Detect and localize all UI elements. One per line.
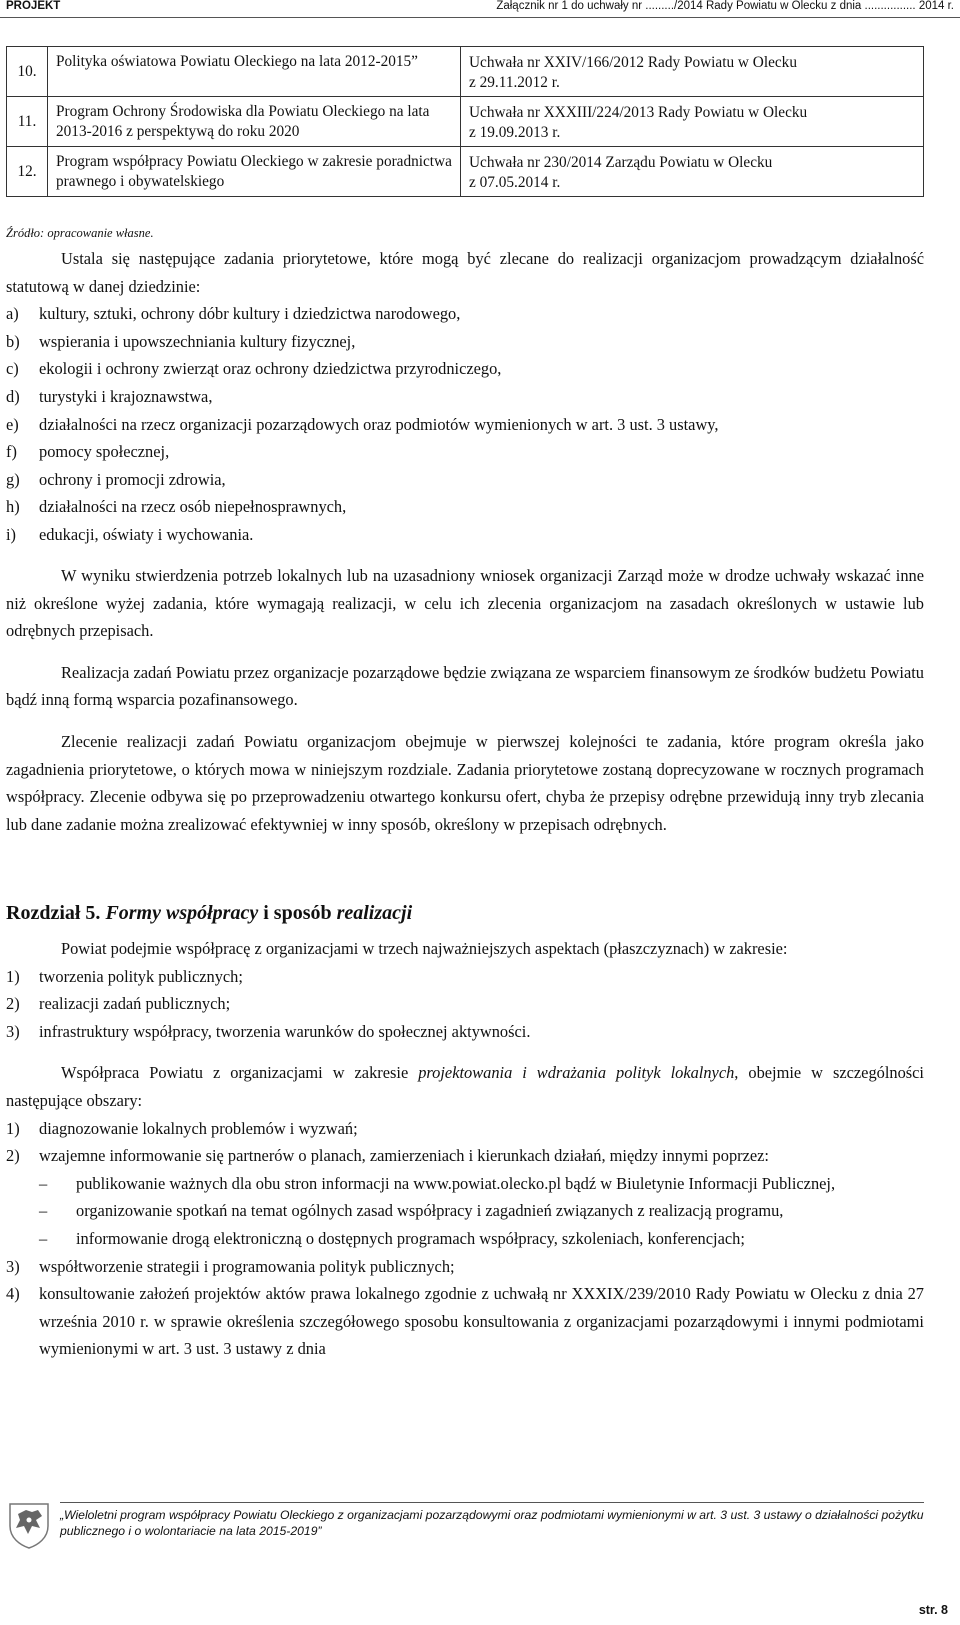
paragraph <box>6 1059 924 1114</box>
footer-divider <box>60 1502 924 1503</box>
list-text: wspierania i upowszechniania kultury fizycznej, <box>39 331 356 351</box>
header-project-label: PROJEKT <box>6 0 61 12</box>
chapter-title-part: sposób <box>273 902 332 924</box>
table-row <box>7 147 924 197</box>
resolutions-table <box>6 46 924 197</box>
dash-marker: – <box>39 1228 48 1248</box>
list-text: działalności na rzecz osób niepełnosprawnych, <box>39 497 347 517</box>
program-name: Polityka oświatowa Powiatu Oleckiego na lata 2012-2015” <box>48 47 461 97</box>
list-item <box>6 1280 924 1363</box>
table-row <box>7 47 924 97</box>
list-item <box>6 963 924 991</box>
list-item <box>6 438 924 466</box>
resolution-cell <box>461 97 924 147</box>
resolution-date: z 19.09.2013 r. <box>469 124 561 141</box>
dash-text: organizowanie spotkań na temat ogólnych zasad współpracy i zagadnień związanych z realizacją programu, <box>76 1201 784 1221</box>
chapter-body <box>6 935 924 1363</box>
list-marker: c) <box>6 359 19 379</box>
row-number: 12. <box>7 147 48 197</box>
list-marker: 1) <box>6 1118 20 1138</box>
list-marker: h) <box>6 497 20 517</box>
paragraph-emphasis: projektowania i wdrażania polityk lokalnych <box>418 1063 735 1083</box>
footer-program-title: „Wieloletni program współpracy Powiatu Oleckiego z organizacjami pozarządowymi oraz podmiotami wymienionymi w art. 3 ust. 3 ustawy o działalności pożytku publicznego i o wolontariacie na lata 2015-2019” <box>60 1508 924 1538</box>
paragraph-text: , obejmie w szczególności następujące obszary: <box>6 1063 924 1110</box>
paragraph: Powiat podejmie współpracę z organizacjami w trzech najważniejszych aspektach (płaszczyznach) w zakresie: <box>61 939 788 958</box>
paragraph: Zlecenie realizacji zadań Powiatu organizacjom obejmuje w pierwszej kolejności te zadania, które program określa jako zagadnienia priorytetowe, o których mowa w niniejszym rozdziale. Zadania priorytetowe zostaną doprecyzowane w rocznych programach współpracy. Zlecenie odbywa się po przeprowadzeniu otwartego konkursu ofert, chyba że przepisy odrębne przewidują inny tryb zlecania lub dane zadanie można zrealizować efektywniej w inny sposób, określony w przepisach odrębnych. <box>6 731 924 834</box>
implementation-section <box>6 562 924 838</box>
list-text: pomocy społecznej, <box>39 442 170 462</box>
chapter-title-part: realizacji <box>336 902 413 924</box>
list-text: konsultowanie założeń projektów aktów prawa lokalnego zgodnie z uchwałą nr XXXIX/239/2010 Rady Powiatu w Olecku z dnia 27 września 2010 r. w sprawie określenia szczegółowego sposobu konsultowania z organizacjami pozarządowymi i innymi podmiotami wymienionymi w art. 3 ust. 3 ustawy z dnia <box>39 1284 924 1359</box>
resolution-name: Uchwała nr 230/2014 Zarządu Powiatu w Olecku <box>469 154 773 171</box>
resolution-date: z 07.05.2014 r. <box>469 174 561 191</box>
header-attachment-note: Załącznik nr 1 do uchwały nr ........./2014 Rady Powiatu w Olecku z dnia ................ 2014 r. <box>496 0 954 12</box>
list-marker: 2) <box>6 994 20 1014</box>
paragraph-text: Współpraca Powiatu z organizacjami w zakresie <box>61 1063 409 1083</box>
list-item <box>6 1142 924 1170</box>
list-item <box>6 990 924 1018</box>
list-item <box>6 493 924 521</box>
list-text: kultury, sztuki, ochrony dóbr kultury i dziedzictwa narodowego, <box>39 304 461 324</box>
chapter-title-part: i <box>263 902 269 924</box>
list-item <box>6 1018 924 1046</box>
list-marker: b) <box>6 331 20 351</box>
list-text: współtworzenie strategii i programowania polityk publicznych; <box>39 1256 455 1276</box>
list-item <box>6 1253 924 1281</box>
resolution-cell <box>461 147 924 197</box>
list-text: wzajemne informowanie się partnerów o planach, zamierzeniach i kierunkach działań, między innymi poprzez: <box>39 1146 769 1166</box>
paragraph: Realizacja zadań Powiatu przez organizacje pozarządowe będzie związana ze wsparciem finansowym ze środków budżetu Powiatu bądź inną formą wsparcia pozafinansowego. <box>6 662 924 710</box>
priority-tasks-section <box>6 245 924 549</box>
list-text: infrastruktury współpracy, tworzenia warunków do społecznej aktywności. <box>39 1021 531 1041</box>
list-marker: i) <box>6 524 17 544</box>
list-item <box>6 383 924 411</box>
dash-marker: – <box>39 1201 48 1221</box>
table-row <box>7 97 924 147</box>
list-marker: 3) <box>6 1256 20 1276</box>
county-coat-of-arms-icon <box>6 1500 52 1550</box>
program-name: Program Ochrony Środowiska dla Powiatu Oleckiego na lata 2013-2016 z perspektywą do roku 2020 <box>48 97 461 147</box>
list-item <box>6 300 924 328</box>
dash-item <box>6 1197 924 1225</box>
dash-marker: – <box>39 1173 48 1193</box>
list-marker: e) <box>6 414 19 434</box>
resolution-date: z 29.11.2012 r. <box>469 74 560 91</box>
list-marker: 2) <box>6 1146 20 1166</box>
list-marker: 3) <box>6 1021 20 1041</box>
resolution-name: Uchwała nr XXIV/166/2012 Rady Powiatu w Olecku <box>469 54 797 71</box>
row-number: 10. <box>7 47 48 97</box>
dash-text: publikowanie ważnych dla obu stron informacji na www.powiat.olecko.pl bądź w Biuletynie Informacji Publicznej, <box>76 1173 836 1193</box>
page-header <box>0 0 960 16</box>
list-item <box>6 466 924 494</box>
dash-text: informowanie drogą elektroniczną o dostępnych programach współpracy, szkoleniach, konferencjach; <box>76 1228 745 1248</box>
list-item <box>6 355 924 383</box>
list-marker: g) <box>6 469 20 489</box>
list-marker: d) <box>6 386 20 406</box>
page-number: str. 8 <box>918 1603 948 1617</box>
resolution-cell <box>461 47 924 97</box>
list-text: edukacji, oświaty i wychowania. <box>39 524 254 544</box>
table-source-note: Źródło: opracowanie własne. <box>6 226 154 240</box>
paragraph: Ustala się następujące zadania priorytetowe, które mogą być zlecane do realizacji organizacjom prowadzącym działalność statutową w danej dziedzinie: <box>6 249 924 296</box>
list-item <box>6 1115 924 1143</box>
list-text: tworzenia polityk publicznych; <box>39 966 243 986</box>
resolution-name: Uchwała nr XXXIII/224/2013 Rady Powiatu w Olecku <box>469 104 808 121</box>
dash-item <box>6 1225 924 1253</box>
chapter-number: Rozdział 5. <box>6 902 101 924</box>
list-marker: 4) <box>6 1284 20 1304</box>
list-item <box>6 328 924 356</box>
list-marker: a) <box>6 304 19 324</box>
row-number: 11. <box>7 97 48 147</box>
paragraph: W wyniku stwierdzenia potrzeb lokalnych lub na uzasadniony wniosek organizacji Zarząd może w drodze uchwały wskazać inne niż określone wyżej zadania, które wymagają realizacji, w celu ich zlecenia organizacjom na zasadach określonych w ustawie lub odrębnych przepisach. <box>6 566 924 641</box>
list-item <box>6 521 924 549</box>
list-item <box>6 411 924 439</box>
list-marker: f) <box>6 442 17 462</box>
list-text: diagnozowanie lokalnych problemów i wyzwań; <box>39 1118 358 1138</box>
chapter-heading <box>6 902 412 925</box>
list-text: ekologii i ochrony zwierząt oraz ochrony dziedzictwa przyrodniczego, <box>39 359 502 379</box>
dash-item <box>6 1170 924 1198</box>
list-text: ochrony i promocji zdrowia, <box>39 469 226 489</box>
program-name: Program współpracy Powiatu Oleckiego w zakresie poradnictwa prawnego i obywatelskiego <box>48 147 461 197</box>
chapter-title-part: Formy współpracy <box>105 902 259 924</box>
list-text: turystyki i krajoznawstwa, <box>39 386 213 406</box>
list-marker: 1) <box>6 966 20 986</box>
list-text: działalności na rzecz organizacji pozarządowych oraz podmiotów wymienionych w art. 3 ust. 3 ustawy, <box>39 414 719 434</box>
list-text: realizacji zadań publicznych; <box>39 994 231 1014</box>
header-divider <box>0 17 960 18</box>
